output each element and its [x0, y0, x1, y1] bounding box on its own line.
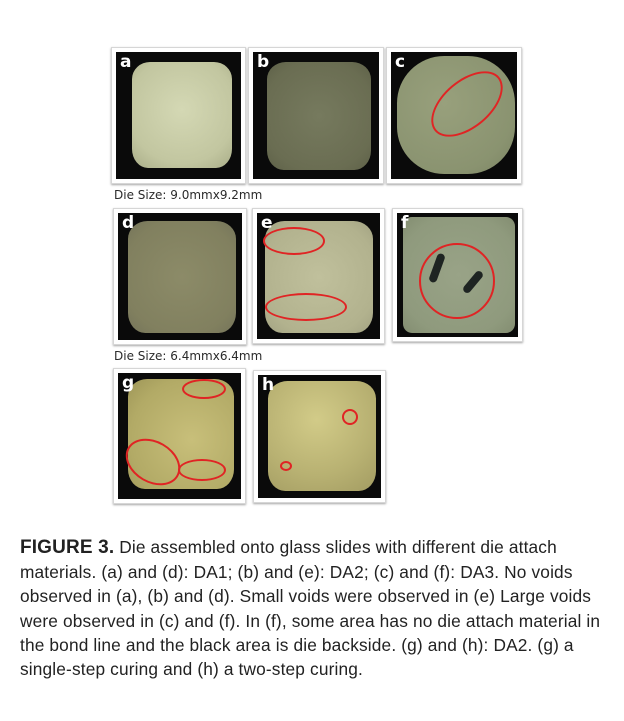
panel-label: a — [120, 52, 132, 72]
panel-g — [113, 368, 246, 504]
panel-a — [111, 47, 246, 184]
panel-label: c — [395, 52, 406, 72]
void-highlight — [280, 461, 292, 471]
die-size-label-1: Die Size: 9.0mmx9.2mm — [114, 188, 263, 202]
die-image-b — [253, 52, 379, 179]
panel-label: h — [262, 375, 275, 395]
panel-label: g — [122, 373, 135, 393]
die-size-label-2: Die Size: 6.4mmx6.4mm — [114, 349, 263, 363]
figure-caption — [20, 535, 610, 681]
panel-label: d — [122, 213, 135, 233]
void-highlight — [182, 379, 226, 399]
caption-title: FIGURE 3. — [20, 537, 115, 558]
panel-d — [113, 208, 247, 345]
panel-f — [392, 208, 523, 342]
void-highlight — [342, 409, 358, 425]
die-image-g — [118, 373, 241, 499]
panel-e — [252, 208, 385, 344]
die-image-e — [257, 213, 380, 339]
void-highlight — [265, 293, 347, 321]
die-image-f — [397, 213, 518, 337]
panel-h — [253, 370, 386, 503]
panel-c — [386, 47, 522, 184]
die-image-h — [258, 375, 381, 498]
die-image-a — [116, 52, 241, 179]
void-highlight — [178, 459, 226, 481]
void-highlight — [419, 243, 495, 319]
die-image-d — [118, 213, 242, 340]
panel-b — [248, 47, 384, 184]
caption-text: Die assembled onto glass slides with different die attach materials. (a) and (d): DA1; (b) and (e): DA2; (c) and (f): DA3. No voids observed in (a), (b) and (d). Small voids were observed in (e) Large voids were observed in (c) and (f). In (f), some area has no die attach material in the bond line and the black area is die backside. (g) and (h): DA2. (g) a single-step curing and (h) a two-step curing. — [20, 537, 601, 680]
panel-label: f — [401, 213, 409, 233]
panel-label: e — [261, 213, 273, 233]
panel-label: b — [257, 52, 270, 72]
die-image-c — [391, 52, 517, 179]
